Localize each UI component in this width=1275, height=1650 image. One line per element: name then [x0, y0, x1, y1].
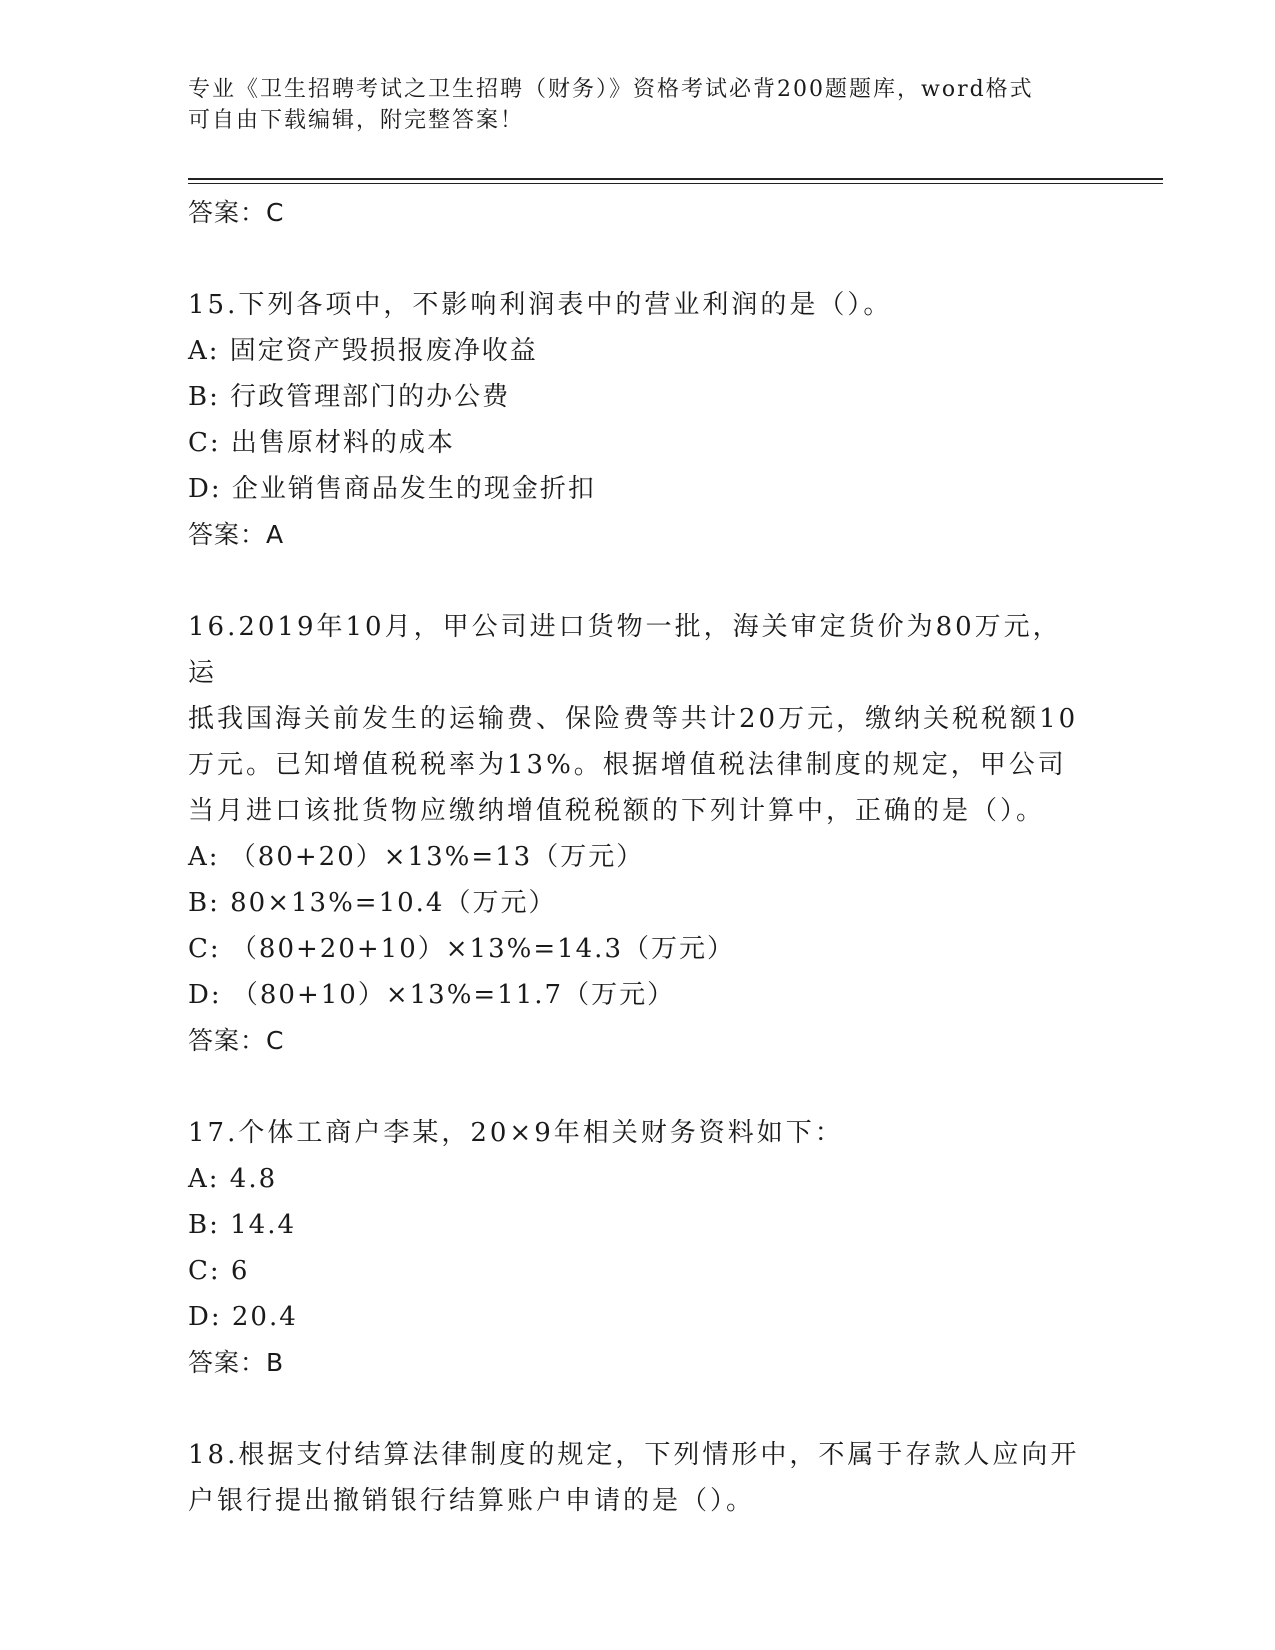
- document-header: [188, 74, 1068, 136]
- option-c: C: 6: [188, 1256, 250, 1286]
- answer-line: 答案：A: [188, 520, 285, 549]
- option-c: C: （80+20+10）×13%=14.3（万元）: [188, 934, 735, 964]
- option-b: B: 80×13%=10.4（万元）: [188, 888, 557, 918]
- option-a: A: （80+20）×13%=13（万元）: [188, 842, 645, 872]
- option-d: D: 企业销售商品发生的现金折扣: [188, 474, 596, 504]
- question-stem: 抵我国海关前发生的运输费、保险费等共计20万元，缴纳关税税额10: [188, 704, 1079, 734]
- question-stem: 16.2019年10月，甲公司进口货物一批，海关审定货价为80万元，运: [188, 612, 1062, 688]
- option-d: D: （80+10）×13%=11.7（万元）: [188, 980, 676, 1010]
- answer-line: 答案：B: [188, 1348, 285, 1377]
- header-rule-thin: [188, 183, 1163, 184]
- answer-line: 答案：C: [188, 198, 285, 227]
- question-stem: 17.个体工商户李某，20×9年相关财务资料如下：: [188, 1118, 844, 1148]
- option-b: B: 行政管理部门的办公费: [188, 382, 511, 412]
- question-stem: 15.下列各项中，不影响利润表中的营业利润的是（）。: [188, 290, 893, 320]
- question-stem: 户银行提出撤销银行结算账户申请的是（）。: [188, 1486, 756, 1516]
- question-stem: 18.根据支付结算法律制度的规定，下列情形中，不属于存款人应向开: [188, 1440, 1080, 1470]
- question-18: [188, 1432, 1088, 1524]
- question-stem: 当月进口该批货物应缴纳增值税税额的下列计算中，正确的是（）。: [188, 796, 1046, 826]
- header-line-2: 可自由下载编辑，附完整答案！: [188, 108, 525, 133]
- question-stem: 万元。已知增值税税率为13%。根据增值税法律制度的规定，甲公司: [188, 750, 1067, 780]
- option-c: C: 出售原材料的成本: [188, 428, 455, 458]
- header-line-1: 专业《卫生招聘考试之卫生招聘（财务）》资格考试必背200题题库，word格式: [188, 77, 1034, 102]
- option-a: A: 固定资产毁损报废净收益: [188, 336, 538, 366]
- header-rule-thick: [188, 178, 1163, 180]
- question-16: [188, 604, 1088, 1064]
- option-a: A: 4.8: [188, 1164, 278, 1194]
- question-15: [188, 282, 1088, 558]
- question-17: [188, 1110, 1088, 1386]
- option-b: B: 14.4: [188, 1210, 297, 1240]
- option-d: D: 20.4: [188, 1302, 298, 1332]
- answer-line: 答案：C: [188, 1026, 285, 1055]
- question-list: [188, 190, 1088, 1524]
